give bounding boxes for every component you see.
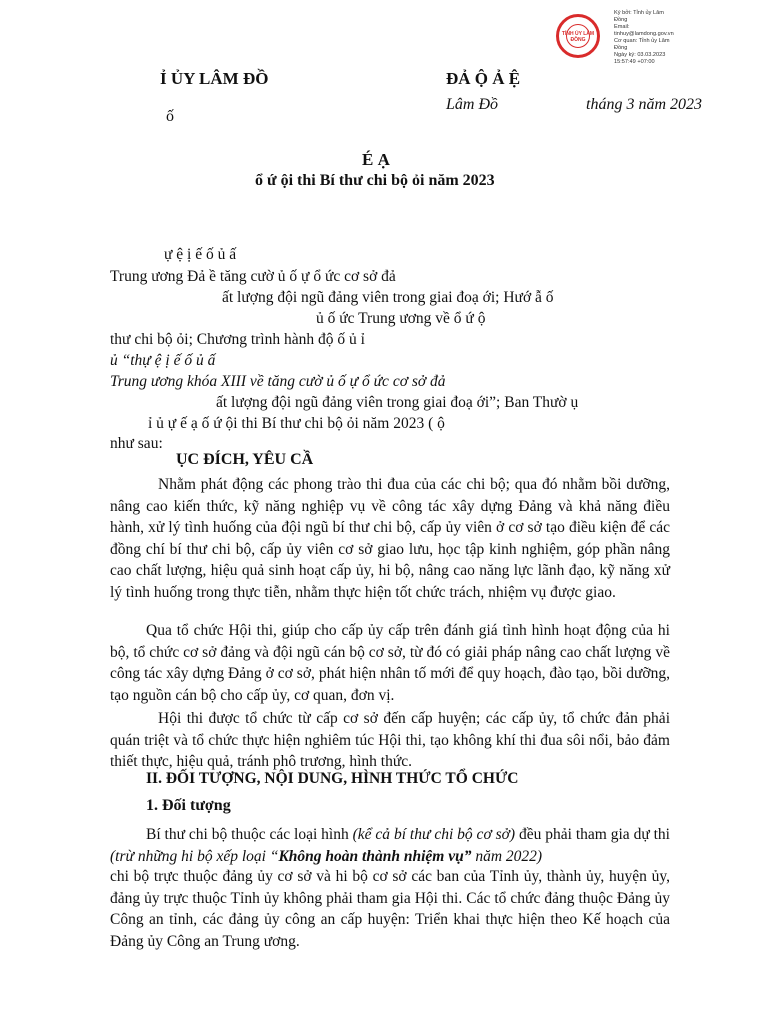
paragraph-text: Nhằm phát động các phong trào thi đua của các chi bộ; qua đó nhằm bồi dưỡng, nâng cao kiến thức, kỹ năng nghiệp vụ về công tác xây dựng Đảng và khả năng điều hành, xử lý tình huống của đội ngũ bí thư chi bộ, cấp ủy viên ở cơ sở tạo điều kiện để các đồng chí bí thư chi bộ, cấp ủy viên cơ sở giao lưu, học tập kinh nghiệm, góp phần nâng cao chất lượng, hiệu quả sinh hoạt cấp ủy, hi bộ, nâng cao năng lực lãnh đạo, kỹ năng xử lý tình huống trong thực tiễn, nhằm thực hiện tốt chức trách, nhiệm vụ được giao. xyxy=(110,476,670,601)
intro-line: ủ “thự ệ ị ế ố ủ ấ xyxy=(110,352,216,369)
section-heading: II. ĐỐI TƯỢNG, NỘI DUNG, HÌNH THỨC TỔ CHỨC xyxy=(146,770,519,787)
paragraph xyxy=(110,866,670,952)
paragraph-text-italic: (kể cả bí thư chi bộ cơ sở) xyxy=(352,826,516,843)
national-motto: ĐẢ Ộ Ả Ệ xyxy=(446,69,521,88)
signature-line: Đồng xyxy=(614,17,628,23)
intro-line: ỉ ủ ự ế ạ ố ứ ội thi Bí thư chi bộ ỏi năm 2023 ( ộ xyxy=(148,415,445,432)
intro-line: ất lượng đội ngũ đảng viên trong giai đoạ ới; Hướ ẫ ố xyxy=(222,289,554,306)
paragraph xyxy=(110,824,670,867)
subsection-heading: 1. Đối tượng xyxy=(146,797,231,814)
signature-line: Email: xyxy=(614,24,630,30)
intro-line: ất lượng đội ngũ đảng viên trong giai đoạ ới”; Ban Thườ ụ xyxy=(216,394,579,411)
intro-line: Trung ương khóa XIII về tăng cườ ủ ố ự ổ ức cơ sở đả xyxy=(110,373,446,390)
paragraph xyxy=(110,620,670,706)
signature-line: Ngày ký: 03.03.2023 xyxy=(614,52,666,58)
issue-date: tháng 3 năm 2023 xyxy=(586,96,702,113)
intro-line: như sau: xyxy=(110,435,163,452)
official-seal-icon xyxy=(556,14,600,58)
paragraph-text: đều phải tham gia dự thi xyxy=(515,826,670,843)
document-subject: ổ ứ ội thi Bí thư chi bộ ỏi năm 2023 xyxy=(255,172,495,189)
paragraph-text-italic: năm 2022) xyxy=(471,847,543,865)
paragraph-text: Bí thư chi bộ thuộc các loại hình xyxy=(146,826,353,843)
section-heading: ỤC ĐÍCH, YÊU CẦ xyxy=(176,451,314,468)
seal-label: TỈNH ỦY LÂM ĐỒNG xyxy=(561,31,595,43)
document-type-title: É Ạ xyxy=(362,150,390,169)
signature-line: tinhuy@lamdong.gov.vn xyxy=(614,31,674,37)
paragraph-text-italic: (trừ những hi bộ xếp loại “ xyxy=(110,847,279,865)
paragraph xyxy=(110,474,670,604)
digital-signature-info xyxy=(614,10,714,66)
intro-line: ủ ố ức Trung ương về ổ ứ ộ xyxy=(316,310,486,327)
issue-place: Lâm Đồ xyxy=(446,96,499,113)
intro-line: ự ệ ị ế ố ủ ấ xyxy=(164,246,237,263)
paragraph-text: Qua tổ chức Hội thi, giúp cho cấp ủy cấp trên đánh giá tình hình hoạt động của hi bộ, tổ chức cơ sở đảng và đội ngũ cán bộ cơ sở, từ đó có giải pháp nâng cao chất lượng về công tác xây dựng Đảng ở cơ sở, phát hiện nhân tố mới để quy hoạch, đào tạo, bồi dưỡng, tạo nguồn cán bộ cho cấp ủy, cơ quan, đơn vị. xyxy=(110,622,670,704)
intro-line: thư chi bộ ỏi; Chương trình hành độ ố ủ ỉ xyxy=(110,331,365,348)
paragraph-text: Hội thi được tổ chức từ cấp cơ sở đến cấp huyện; các cấp ủy, tổ chức đản phải quán triệt và tổ chức thực hiện nghiêm túc Hội thi, tạo không khí thi đua sôi nổi, bảo đảm thiết thực, hiệu quả, tránh phô trương, hình thức. xyxy=(110,710,670,771)
signature-line: 15:57:49 +07:00 xyxy=(614,59,655,65)
signature-line: Ký bởi: Tỉnh ủy Lâm xyxy=(614,10,664,16)
paragraph-text-bold-italic: Không hoàn thành nhiệm vụ” xyxy=(278,847,472,865)
intro-line: Trung ương Đả ề tăng cườ ủ ố ự ổ ức cơ sở đả xyxy=(110,268,396,285)
issuing-agency: Ỉ ỦY LÂM ĐỒ xyxy=(160,69,269,88)
paragraph xyxy=(110,708,670,773)
paragraph-text: chi bộ trực thuộc đảng ủy cơ sở và hi bộ cơ sở các ban của Tỉnh ủy, thành ủy, huyện ủy, đảng ủy trực thuộc Tỉnh ủy không phải tham gia Hội thi. Các tổ chức đảng thuộc Đảng ủy Công an tỉnh, các đảng ủy công an cấp huyện: Triển khai thực hiện theo Kế hoạch của Đảng ủy Công an Trung ương. xyxy=(110,868,670,950)
signature-line: Cơ quan: Tỉnh ủy Lâm xyxy=(614,38,670,44)
signature-line: Đồng xyxy=(614,45,628,51)
document-number: ố xyxy=(166,108,174,125)
